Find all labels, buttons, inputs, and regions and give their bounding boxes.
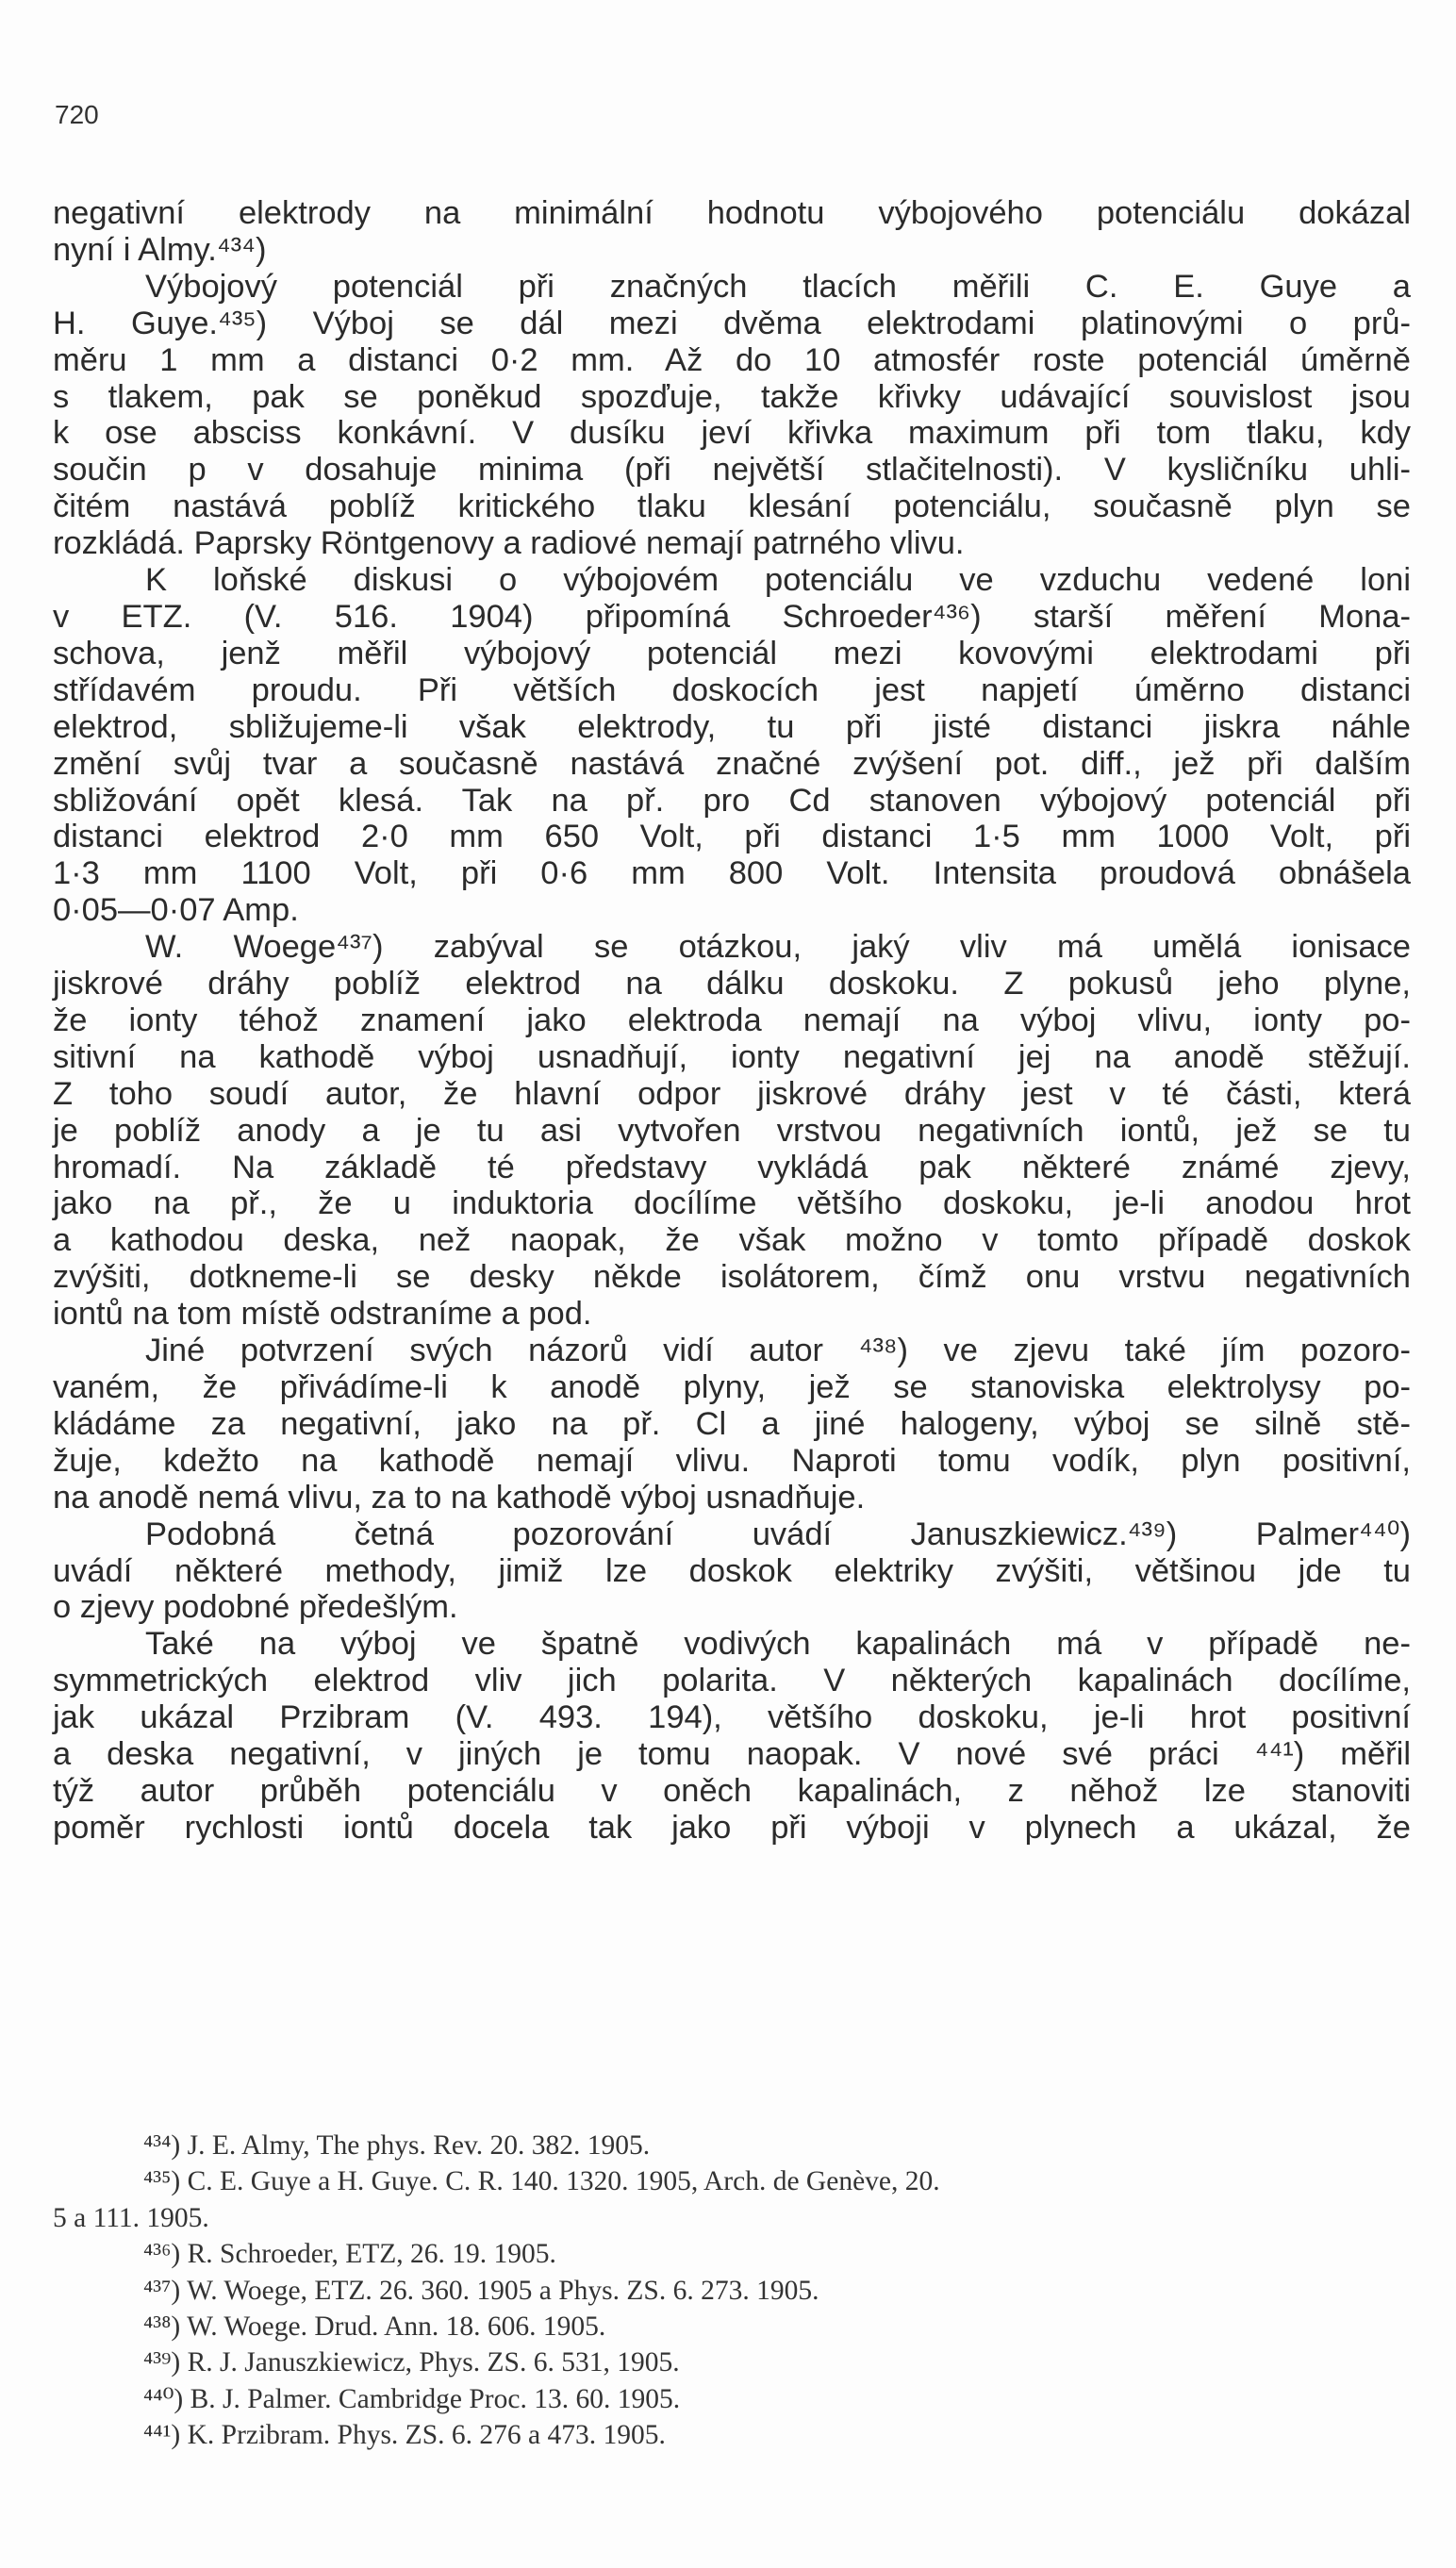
- text-line: součin p v dosahuje minima (při největší stlačitelnosti). V kysličníku uhli-: [53, 452, 1411, 489]
- footnotes: [53, 2128, 1411, 2454]
- text-line: s tlakem, pak se poněkud spozďuje, takže křivky udávající souvislost jsou: [53, 378, 1411, 415]
- text-line: vaném, že přivádíme-li k anodě plyny, jež se stanoviska elektrolysy po-: [53, 1369, 1411, 1405]
- text-line: hromadí. Na základě té představy vykládá pak některé známé zjevy,: [53, 1149, 1411, 1185]
- text-line: distanci elektrod 2·0 mm 650 Volt, při distanci 1·5 mm 1000 Volt, při: [53, 819, 1411, 855]
- footnote: ⁴³⁴) J. E. Almy, The phys. Rev. 20. 382. 1905.: [143, 2130, 651, 2161]
- footnote: ⁴⁴⁰) B. J. Palmer. Cambridge Proc. 13. 60. 1905.: [143, 2383, 681, 2414]
- text-line: změní svůj tvar a současně nastává značné zvýšení pot. diff., jež při dalším: [53, 745, 1411, 782]
- text-line: negativní elektrody na minimální hodnotu výbojového potenciálu dokázal: [53, 195, 1411, 231]
- text-line: a kathodou deska, než naopak, že však možno v tomto případě doskok: [53, 1222, 1411, 1259]
- text-line: Z toho soudí autor, že hlavní odpor jiskrové dráhy jest v té části, která: [53, 1075, 1411, 1112]
- footnote: ⁴⁴¹) K. Przibram. Phys. ZS. 6. 276 a 473. 1905.: [143, 2420, 666, 2451]
- text-line: týž autor průběh potenciálu v oněch kapalinách, z něhož lze stanoviti: [53, 1772, 1411, 1809]
- text-line: poměr rychlosti iontů docela tak jako při výboji v plynech a ukázal, že: [53, 1809, 1411, 1846]
- footnote: ⁴³⁹) R. J. Januszkiewicz, Phys. ZS. 6. 531, 1905.: [143, 2347, 680, 2378]
- text-line: 0·05—0·07 Amp.: [53, 892, 299, 929]
- text-line: měru 1 mm a distanci 0·2 mm. Až do 10 atmosfér roste potenciál úměrně: [53, 341, 1411, 378]
- footnote: ⁴³⁷) W. Woege, ETZ. 26. 360. 1905 a Phys. ZS. 6. 273. 1905.: [143, 2275, 819, 2306]
- text-line: je poblíž anody a je tu asi vytvořen vrstvou negativních iontů, jež se tu: [53, 1112, 1411, 1149]
- text-line: jiskrové dráhy poblíž elektrod na dálku doskoku. Z pokusů jeho plyne,: [53, 966, 1411, 1002]
- text-line: 1·3 mm 1100 Volt, při 0·6 mm 800 Volt. Intensita proudová obnášela: [53, 855, 1411, 892]
- text-line: rozkládá. Paprsky Röntgenovy a radiové nemají patrného vlivu.: [53, 525, 965, 562]
- text-line: čitém nastává poblíž kritického tlaku klesání potenciálu, současně plyn se: [53, 489, 1411, 525]
- footnote: 5 a 111. 1905.: [53, 2202, 209, 2233]
- text-line: W. Woege⁴³⁷) zabýval se otázkou, jaký vliv má umělá ionisace: [145, 929, 1411, 966]
- text-line: nyní i Almy.⁴³⁴): [53, 231, 267, 268]
- text-line: uvádí některé methody, jimiž lze doskok elektriky zvýšiti, většinou jde tu: [53, 1552, 1411, 1589]
- text-line: sitivní na kathodě výboj usnadňují, ionty negativní jej na anodě stěžují.: [53, 1038, 1411, 1075]
- text-line: zvýšiti, dotkneme-li se desky někde isolátorem, čímž onu vrstvu negativních: [53, 1259, 1411, 1296]
- footnote: ⁴³⁶) R. Schroeder, ETZ, 26. 19. 1905.: [143, 2239, 556, 2270]
- text-line: střídavém proudu. Při větších doskocích jest napjetí úměrno distanci: [53, 671, 1411, 708]
- body-text: [53, 195, 1411, 1847]
- text-line: v ETZ. (V. 516. 1904) připomíná Schroeder⁴³⁶) starší měření Mona-: [53, 598, 1411, 635]
- text-line: Jiné potvrzení svých názorů vidí autor ⁴³⁸) ve zjevu také jím pozoro-: [145, 1333, 1411, 1369]
- text-line: Podobná četná pozorování uvádí Januszkiewicz.⁴³⁹) Palmer⁴⁴⁰): [145, 1516, 1411, 1552]
- text-line: schova, jenž měřil výbojový potenciál mezi kovovými elektrodami při: [53, 635, 1411, 671]
- text-line: H. Guye.⁴³⁵) Výboj se dál mezi dvěma elektrodami platinovými o prů-: [53, 305, 1411, 341]
- footnote: ⁴³⁵) C. E. Guye a H. Guye. C. R. 140. 1320. 1905, Arch. de Genève, 20.: [143, 2166, 940, 2197]
- text-line: jako na př., že u induktoria docílíme většího doskoku, je-li anodou hrot: [53, 1185, 1411, 1222]
- text-line: a deska negativní, v jiných je tomu naopak. V nové své práci ⁴⁴¹) měřil: [53, 1736, 1411, 1773]
- text-line: sbližování opět klesá. Tak na př. pro Cd stanoven výbojový potenciál při: [53, 782, 1411, 819]
- text-line: symmetrických elektrod vliv jich polarita. V některých kapalinách docílíme,: [53, 1663, 1411, 1699]
- text-line: elektrod, sbližujeme-li však elektrody, tu při jisté distanci jiskra náhle: [53, 708, 1411, 745]
- text-line: iontů na tom místě odstraníme a pod.: [53, 1296, 592, 1333]
- page-number: 720: [55, 100, 99, 129]
- text-line: žuje, kdežto na kathodě nemají vlivu. Naproti tomu vodík, plyn positivní,: [53, 1442, 1411, 1479]
- text-line: k ose absciss konkávní. V dusíku jeví křivka maximum při tom tlaku, kdy: [53, 415, 1411, 452]
- text-line: K loňské diskusi o výbojovém potenciálu ve vzduchu vedené loni: [145, 562, 1411, 599]
- footnote: ⁴³⁸) W. Woege. Drud. Ann. 18. 606. 1905.: [143, 2311, 606, 2343]
- text-line: na anodě nemá vlivu, za to na kathodě výboj usnadňuje.: [53, 1479, 866, 1516]
- text-line: Také na výboj ve špatně vodivých kapalinách má v případě ne-: [145, 1626, 1411, 1663]
- text-line: jak ukázal Przibram (V. 493. 194), většího doskoku, je-li hrot positivní: [53, 1699, 1411, 1736]
- text-line: kládáme za negativní, jako na př. Cl a jiné halogeny, výboj se silně stě-: [53, 1405, 1411, 1442]
- text-line: že ionty téhož znamení jako elektroda nemají na výboj vlivu, ionty po-: [53, 1002, 1411, 1038]
- text-line: Výbojový potenciál při značných tlacích měřili C. E. Guye a: [145, 268, 1411, 305]
- text-line: o zjevy podobné předešlým.: [53, 1589, 458, 1626]
